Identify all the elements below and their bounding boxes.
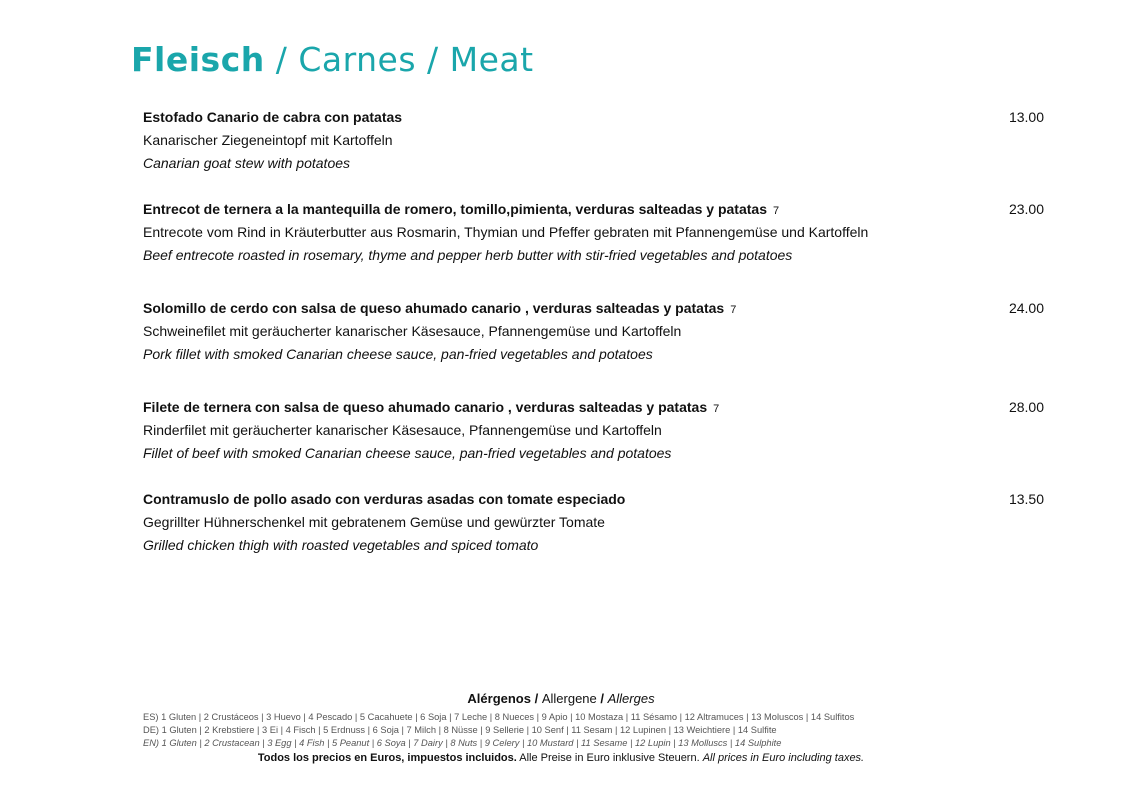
dish-name-en: Fillet of beef with smoked Canarian cheese sauce, pan-fried vegetables and potatoes [143,445,672,461]
allergen-heading-en: Allerges [607,691,655,706]
dish-name-es: Solomillo de cerdo con salsa de queso ahumado canario , verduras salteadas y patatas 7 [143,300,737,316]
allergen-heading-separator: / [530,691,542,706]
dish-name-de: Rinderfilet mit geräucherter kanarischer Käsesauce, Pfannengemüse und Kartoffeln [143,422,662,438]
dish-name-es: Estofado Canario de cabra con patatas [143,109,403,125]
page-title-rest: / Carnes / Meat [264,40,534,79]
page-title-bold: Fleisch [131,40,265,79]
allergen-line-en: EN) 1 Gluten | 2 Crustacean | 3 Egg | 4 Fish | 5 Peanut | 6 Soya | 7 Dairy | 8 Nuts | 9 Celery | 10 Mustard | 11 Sesame | 12 Lupin | 13 Molluscs | 14 Sulphite [143,738,782,748]
allergen-heading-es: Alérgenos [467,691,531,706]
menu-item [143,488,1044,557]
page-title [131,40,534,79]
dish-name-de: Schweinefilet mit geräucherter kanarischer Käsesauce, Pfannengemüse und Kartoffeln [143,323,682,339]
dish-name-es: Contramuslo de pollo asado con verduras asadas con tomate especiado [143,491,626,507]
allergen-heading-de: Allergene [541,691,597,706]
menu-item [143,198,1044,267]
dish-name-en: Pork fillet with smoked Canarian cheese sauce, pan-fried vegetables and potatoes [143,346,653,362]
menu-item [143,396,1044,465]
dish-price: 28.00 [1008,399,1044,415]
menu-item [143,297,1044,366]
allergen-code: 7 [713,403,720,415]
dish-price: 24.00 [1008,300,1044,316]
dish-price: 13.00 [1008,109,1044,125]
allergen-line-es: ES) 1 Gluten | 2 Crustáceos | 3 Huevo | 4 Pescado | 5 Cacahuete | 6 Soja | 7 Leche | 8 Nueces | 9 Apio | 10 Mostaza | 11 Sésamo | 12 Altramuces | 13 Moluscos | 14 Sulfitos [143,712,855,722]
dish-name-de: Kanarischer Ziegeneintopf mit Kartoffeln [143,132,393,148]
price-note-de: Alle Preise in Euro inklusive Steuern. [516,752,703,764]
price-note [0,751,1122,766]
dish-name-de: Gegrillter Hühnerschenkel mit gebratenem Gemüse und gewürzter Tomate [143,514,605,530]
allergen-code: 7 [730,304,737,316]
dish-price: 23.00 [1008,201,1044,217]
price-note-es: Todos los precios en Euros, impuestos incluidos. [257,752,517,764]
dish-name-en: Canarian goat stew with potatoes [143,155,351,171]
dish-name-en: Grilled chicken thigh with roasted vegetables and spiced tomato [143,537,539,553]
dish-name-es: Entrecot de ternera a la mantequilla de romero, tomillo,pimienta, verduras salteadas y patatas 7 [143,201,780,217]
allergen-code: 7 [772,205,780,217]
dish-price: 13.50 [1008,491,1044,507]
price-note-en: All prices in Euro including taxes. [702,752,865,764]
allergen-heading-separator: / [596,691,608,706]
menu-item [143,106,1044,175]
dish-name-en: Beef entrecote roasted in rosemary, thyme and pepper herb butter with stir-fried vegetables and potatoes [143,247,793,263]
dish-name-es: Filete de ternera con salsa de queso ahumado canario , verduras salteadas y patatas 7 [143,399,720,415]
allergen-heading [0,690,1122,707]
allergen-list [143,711,1043,750]
allergen-line-de: DE) 1 Gluten | 2 Krebstiere | 3 Ei | 4 Fisch | 5 Erdnuss | 6 Soja | 7 Milch | 8 Nüsse | 9 Sellerie | 10 Senf | 11 Sesam | 12 Lupinen | 13 Weichtiere | 14 Sulfite [143,725,777,735]
dish-name-de: Entrecote vom Rind in Kräuterbutter aus Rosmarin, Thymian und Pfeffer gebraten mit Pfannengemüse und Kartoffeln [143,224,869,240]
